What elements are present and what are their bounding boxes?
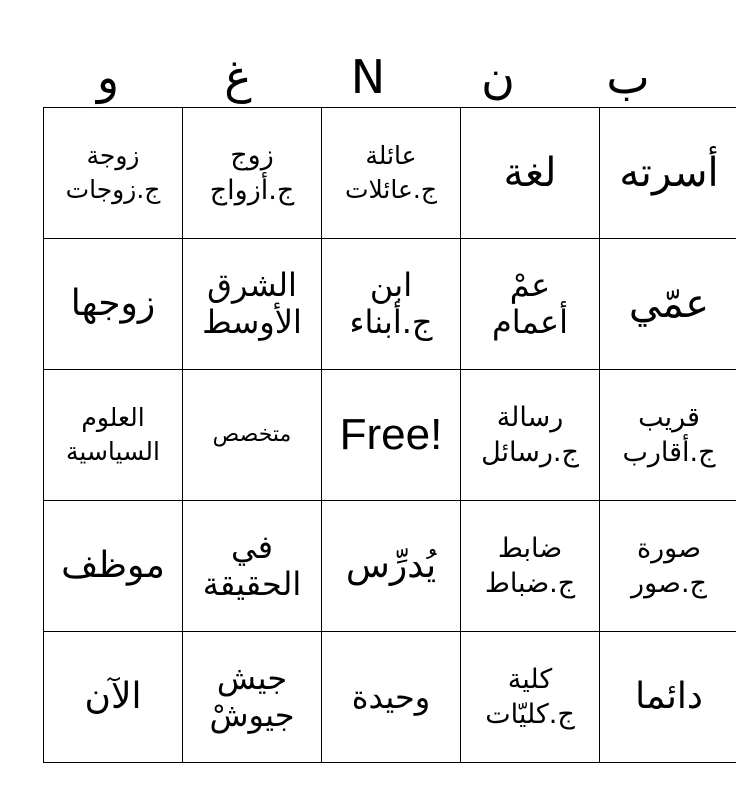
bingo-cell[interactable]	[44, 239, 183, 370]
cell-text: الشرق الأوسط	[202, 266, 302, 341]
free-space-label: Free!	[339, 410, 443, 459]
cell-text: في الحقيقة	[202, 528, 302, 603]
cell-text: وحيدة	[351, 677, 431, 716]
cell-text: موظف	[61, 545, 165, 587]
cell-text: زوجها	[70, 283, 156, 325]
cell-text: زوج ج.أزواج	[209, 139, 295, 206]
bingo-cell[interactable]	[44, 108, 183, 239]
header-letter-2: غ	[224, 50, 252, 104]
bingo-cell[interactable]	[183, 501, 322, 632]
cell-text: دائما	[635, 676, 703, 718]
cell-text: لغة	[503, 150, 557, 196]
bingo-header	[43, 48, 693, 106]
bingo-cell[interactable]	[600, 370, 736, 501]
bingo-cell[interactable]	[322, 108, 461, 239]
cell-text: ضابط ج.ضباط	[484, 532, 576, 599]
header-letter-1: و	[96, 50, 120, 104]
bingo-cell[interactable]	[322, 501, 461, 632]
bingo-cell[interactable]	[322, 632, 461, 763]
cell-text: رسالة ج.رسائل	[481, 401, 579, 468]
board-row-4	[44, 501, 736, 632]
bingo-board	[43, 107, 736, 763]
cell-text: يُدرِّس	[345, 545, 437, 587]
bingo-cell[interactable]	[461, 370, 600, 501]
bingo-cell[interactable]	[183, 632, 322, 763]
bingo-cell[interactable]	[44, 632, 183, 763]
free-space-cell[interactable]	[322, 370, 461, 501]
bingo-cell[interactable]	[44, 370, 183, 501]
cell-text: جيش جيوشْ	[209, 659, 295, 734]
board-row-2	[44, 239, 736, 370]
board-row-5	[44, 632, 736, 763]
cell-text: عمّي	[628, 281, 710, 327]
cell-text: كلية ج.كليّات	[485, 663, 575, 730]
cell-text: العلوم السياسية	[66, 403, 160, 466]
bingo-cell[interactable]	[183, 239, 322, 370]
bingo-cell[interactable]	[600, 108, 736, 239]
cell-text: زوجة ج.زوجات	[65, 141, 161, 204]
header-letter-3: N	[350, 50, 386, 104]
board-row-3	[44, 370, 736, 501]
cell-text: الآن	[84, 676, 142, 718]
cell-text: صورة ج.صور	[631, 532, 707, 599]
board-row-1	[44, 108, 736, 239]
cell-text: قريب ج.أقارب	[622, 401, 716, 468]
cell-text: أسرته	[619, 150, 719, 196]
header-letter-4: ن	[481, 50, 515, 104]
bingo-cell[interactable]	[600, 632, 736, 763]
bingo-cell[interactable]	[600, 239, 736, 370]
cell-text: ابن ج.أبناء	[349, 266, 433, 341]
bingo-cell[interactable]	[461, 501, 600, 632]
bingo-cell[interactable]	[44, 501, 183, 632]
cell-text: عمْ أعمام	[491, 266, 569, 341]
cell-text: متخصص	[212, 421, 292, 447]
bingo-cell[interactable]	[183, 370, 322, 501]
bingo-cell[interactable]	[183, 108, 322, 239]
bingo-cell[interactable]	[600, 501, 736, 632]
bingo-cell[interactable]	[322, 239, 461, 370]
bingo-cell[interactable]	[461, 239, 600, 370]
cell-text: عائلة ج.عائلات	[344, 141, 438, 204]
header-letter-5: ب	[606, 50, 650, 104]
bingo-cell[interactable]	[461, 632, 600, 763]
bingo-cell[interactable]	[461, 108, 600, 239]
